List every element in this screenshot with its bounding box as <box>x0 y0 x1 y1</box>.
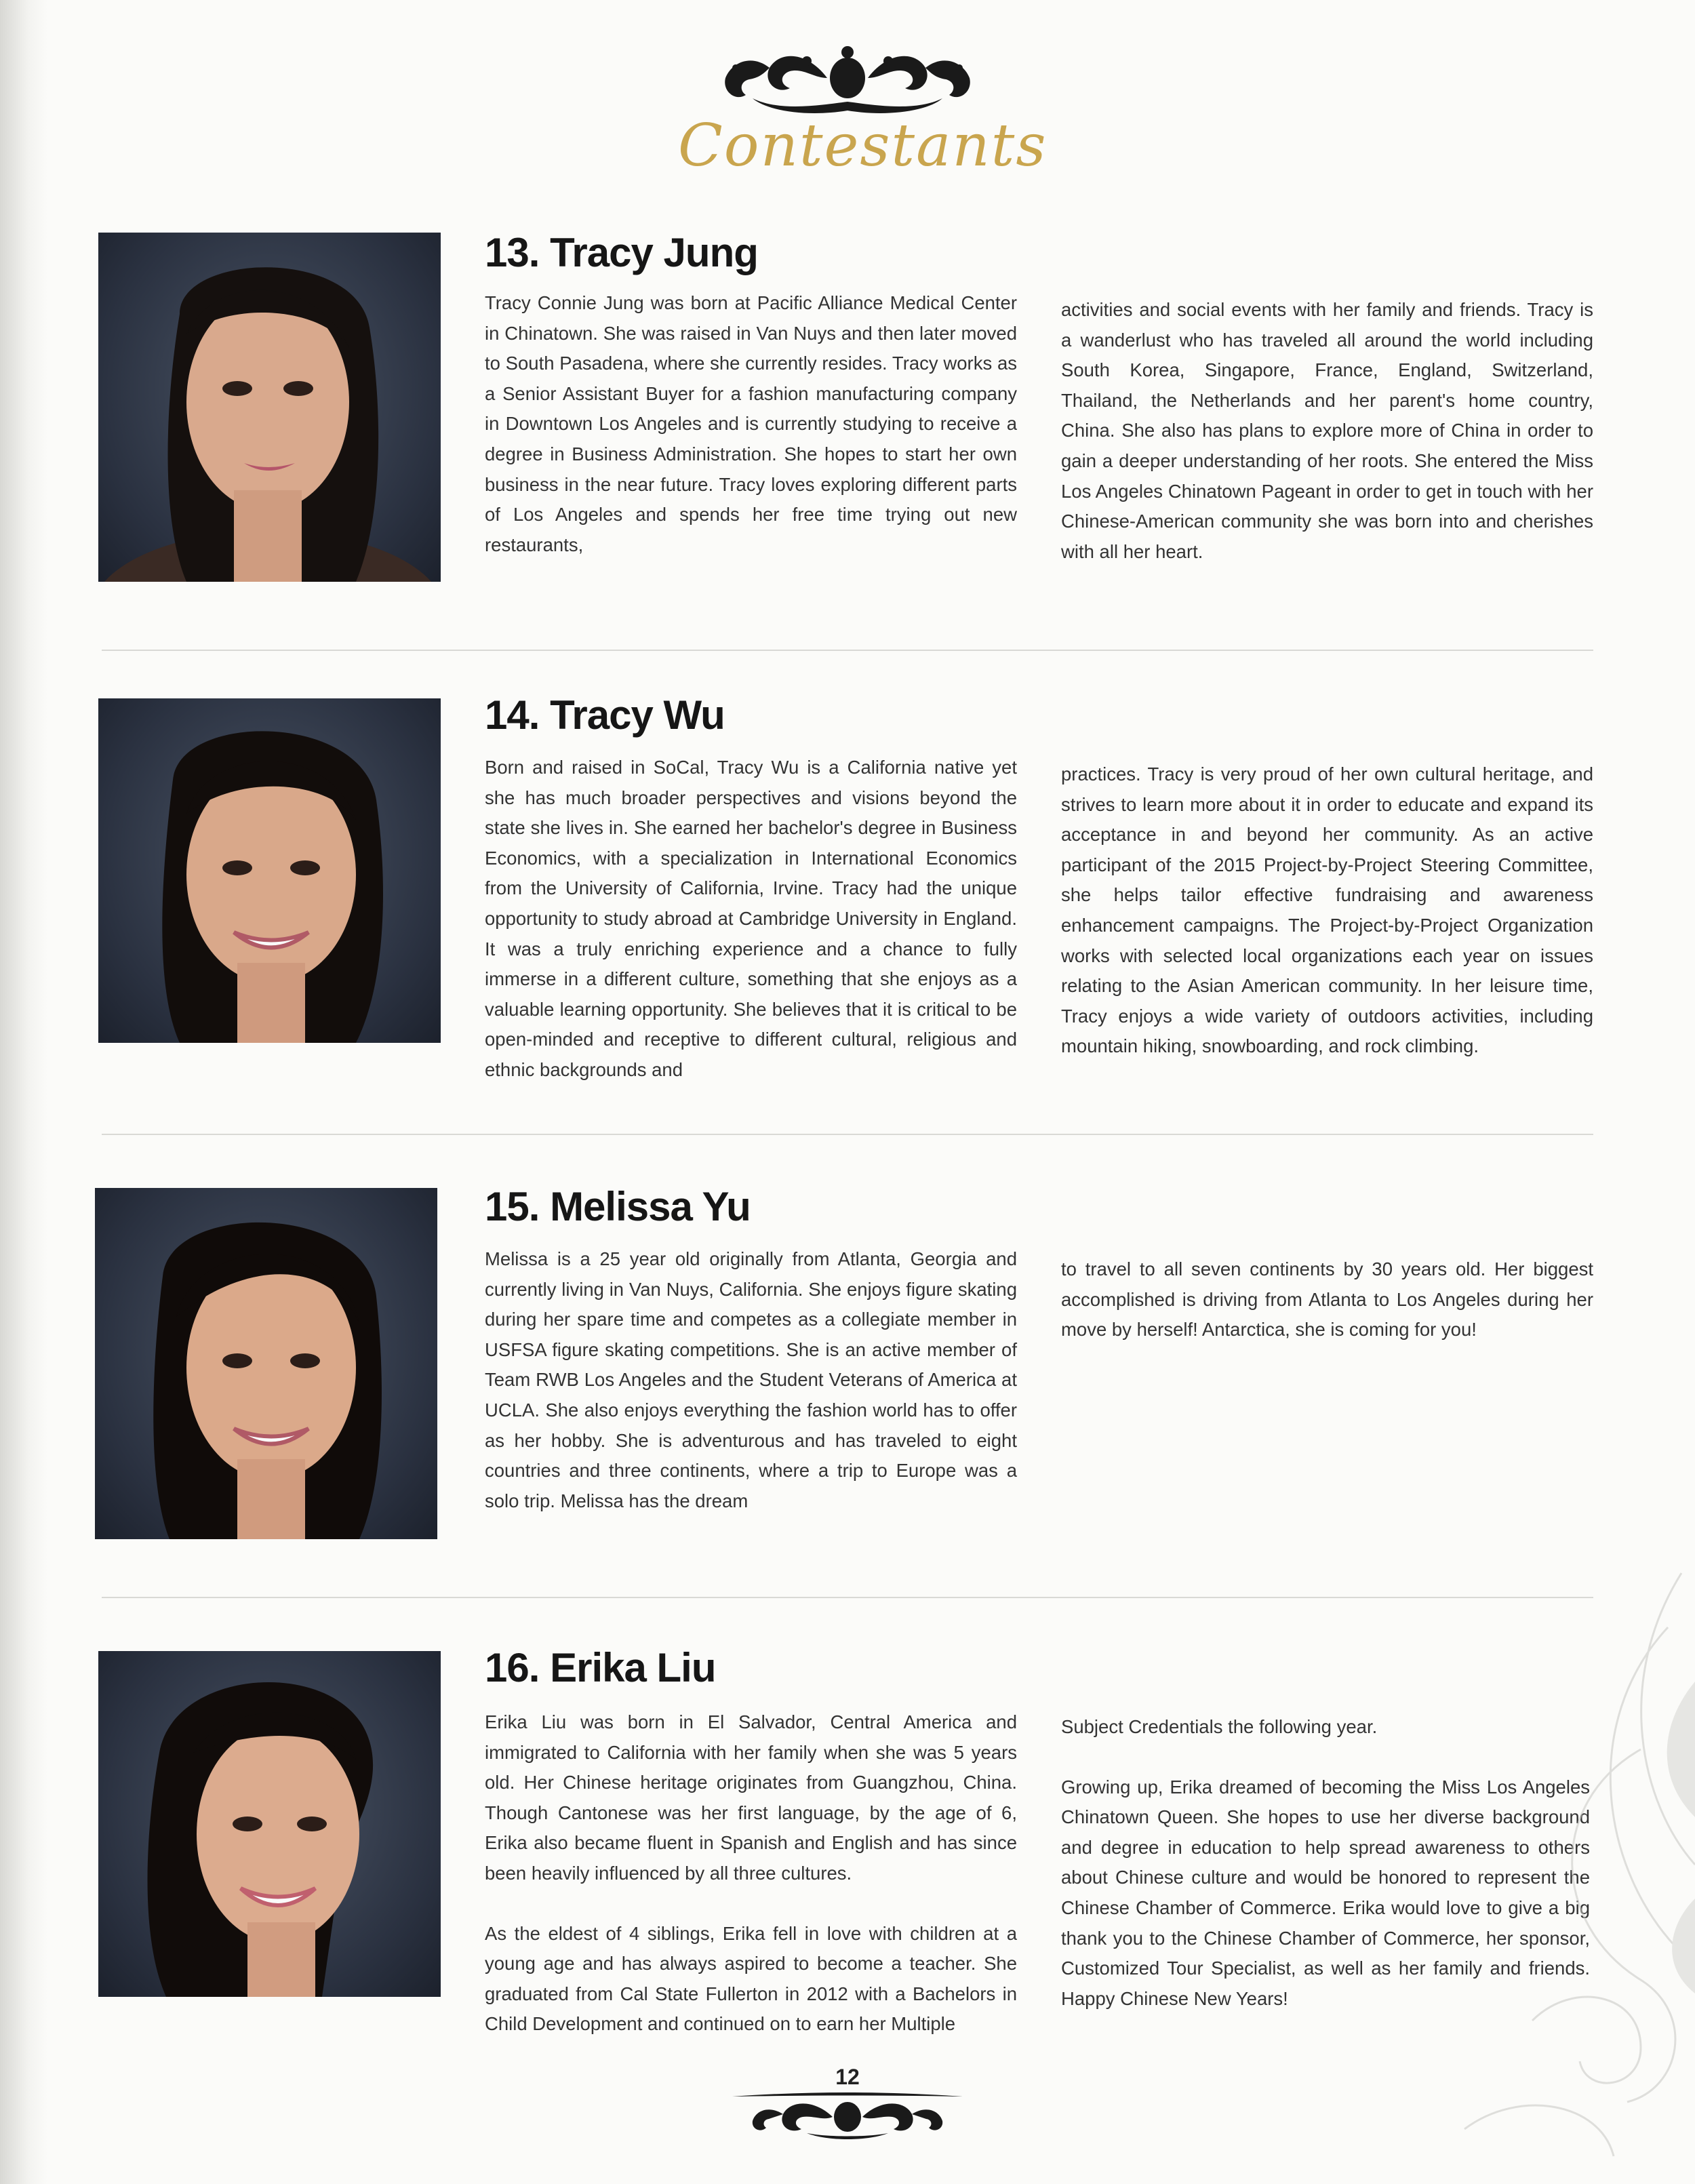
portrait-image-icon <box>95 1188 437 1539</box>
bio-paragraph: activities and social events with her family and friends. Tracy is a wanderlust who has traveled all around the world including South Korea, Singapore, France, England, Switzerland, Thailand, the Netherlands and her parent's home country, China. She also has plans to explore more of China in order to gain a deeper understanding of her roots. She entered the Miss Los Angeles Chinatown Pageant in order to get in touch with her Chinese-American community she was born into and cherishes with all her heart. <box>1061 299 1593 562</box>
portrait-image-icon <box>98 233 441 582</box>
bio-paragraph: Erika Liu was born in El Salvador, Central America and immigrated to California with her family when she was 5 years old. Her Chinese heritage originates from Guangzhou, China. Though Cantonese was her first language, by the age of 6, Erika also became fluent in Spanish and English and has since been heavily influenced by all three cultures. <box>485 1711 1017 1884</box>
contestant-name: 16. Erika Liu <box>485 1645 716 1690</box>
contestant-name: 13. Tracy Jung <box>485 230 758 275</box>
contestant-photo <box>98 1651 441 1997</box>
bio-paragraph: practices. Tracy is very proud of her own cultural heritage, and strives to learn more about it in order to educate and expand its acceptance in and beyond her community. As an active participant of the 2015 Project-by-Project Steering Committee, she helps tailor effective fundraising and awareness enhancement campaigns. The Project-by-Project Organization works with selected local organizations each year on issues relating to the Asian American community. In her leisure time, Tracy enjoys a wide variety of outdoors activities, including mountain hiking, snowboarding, and rock climbing. <box>1061 763 1593 1057</box>
bio-paragraph: As the eldest of 4 siblings, Erika fell in love with children at a young age and has always aspired to become a teacher. She graduated from Cal State Fullerton in 2012 with a Bachelors in Child Development and continued on to earn her Multiple <box>485 1922 1017 2035</box>
contestant-name: 14. Tracy Wu <box>485 692 725 738</box>
bio-paragraph: Tracy Connie Jung was born at Pacific Alliance Medical Center in Chinatown. She was raised in Van Nuys and then later moved to South Pasadena, where she currently resides. Tracy works as a Senior Assistant Buyer for a fashion manufacturing company in Downtown Los Angeles and is currently studying to receive a degree in Business Administration. She hopes to start her own business in the near future. Tracy loves exploring different parts of Los Angeles and spends her free time trying out new restaurants, <box>485 292 1017 555</box>
bio-column-right <box>1061 759 1593 1062</box>
section-divider <box>102 650 1593 651</box>
page-number: 12 <box>835 2065 860 2089</box>
bio-column-left <box>485 753 1017 1086</box>
bio-paragraph: Born and raised in SoCal, Tracy Wu is a California native yet she has much broader perspectives and visions beyond the state she lives in. She earned her bachelor's degree in Business Economics, with a specialization in International Economics from the University of California, Irvine. Tracy had the unique opportunity to study abroad at Cambridge University in England. It was a truly enriching experience and a chance to fully immerse in a different culture, something that she enjoys as a valuable learning opportunity. She believes that it is critical to be open-minded and receptive to different cultural, religious and ethnic backgrounds and <box>485 757 1017 1080</box>
portrait-image-icon <box>98 698 441 1043</box>
section-divider <box>102 1134 1593 1135</box>
section-title: Contestants <box>678 112 1048 180</box>
ornament-bottom-icon <box>725 2088 970 2143</box>
bio-column-left <box>485 1244 1017 1516</box>
bio-paragraph: Subject Credentials the following year. <box>1061 1716 1378 1737</box>
portrait-image-icon <box>98 1651 441 1997</box>
page-spine-shadow <box>0 0 47 2184</box>
decorative-swirl-icon <box>1261 1546 1695 2184</box>
bio-column-right <box>1061 1254 1593 1345</box>
ornament-top-icon <box>712 37 983 119</box>
contestant-name: 15. Melissa Yu <box>485 1184 751 1229</box>
bio-paragraph: Melissa is a 25 year old originally from Atlanta, Georgia and currently living in Van Nuys, California. She enjoys figure skating during her spare time and competes as a collegiate member in USFSA figure skating competitions. She is an active member of Team RWB Los Angeles and the Student Veterans of America at UCLA. She also enjoys everything the fashion world has to offer as her hobby. She is adventurous and has traveled to eight countries and three continents, where a trip to Europe was a solo trip. Melissa has the dream <box>485 1248 1017 1511</box>
bio-column-right <box>1061 295 1593 567</box>
contestant-photo <box>95 1188 437 1539</box>
bio-column-left <box>485 288 1017 560</box>
contestant-photo <box>98 698 441 1043</box>
bio-paragraph: Growing up, Erika dreamed of becoming the Miss Los Angeles Chinatown Queen. She hopes to use her diverse background and degree in education to help spread awareness to others about Chinese culture and would be honored to represent the Chinese Chamber of Commerce. Erika would love to give a big thank you to the Chinese Chamber of Commerce, her sponsor, Customized Tour Specialist, as well as her family and friends. Happy Chinese New Years! <box>1061 1776 1590 2009</box>
contestant-photo <box>98 233 441 582</box>
bio-paragraph: to travel to all seven continents by 30 years old. Her biggest accomplished is driving from Atlanta to Los Angeles during her move by herself! Antarctica, she is coming for you! <box>1061 1258 1593 1341</box>
bio-column-left <box>485 1707 1017 2040</box>
